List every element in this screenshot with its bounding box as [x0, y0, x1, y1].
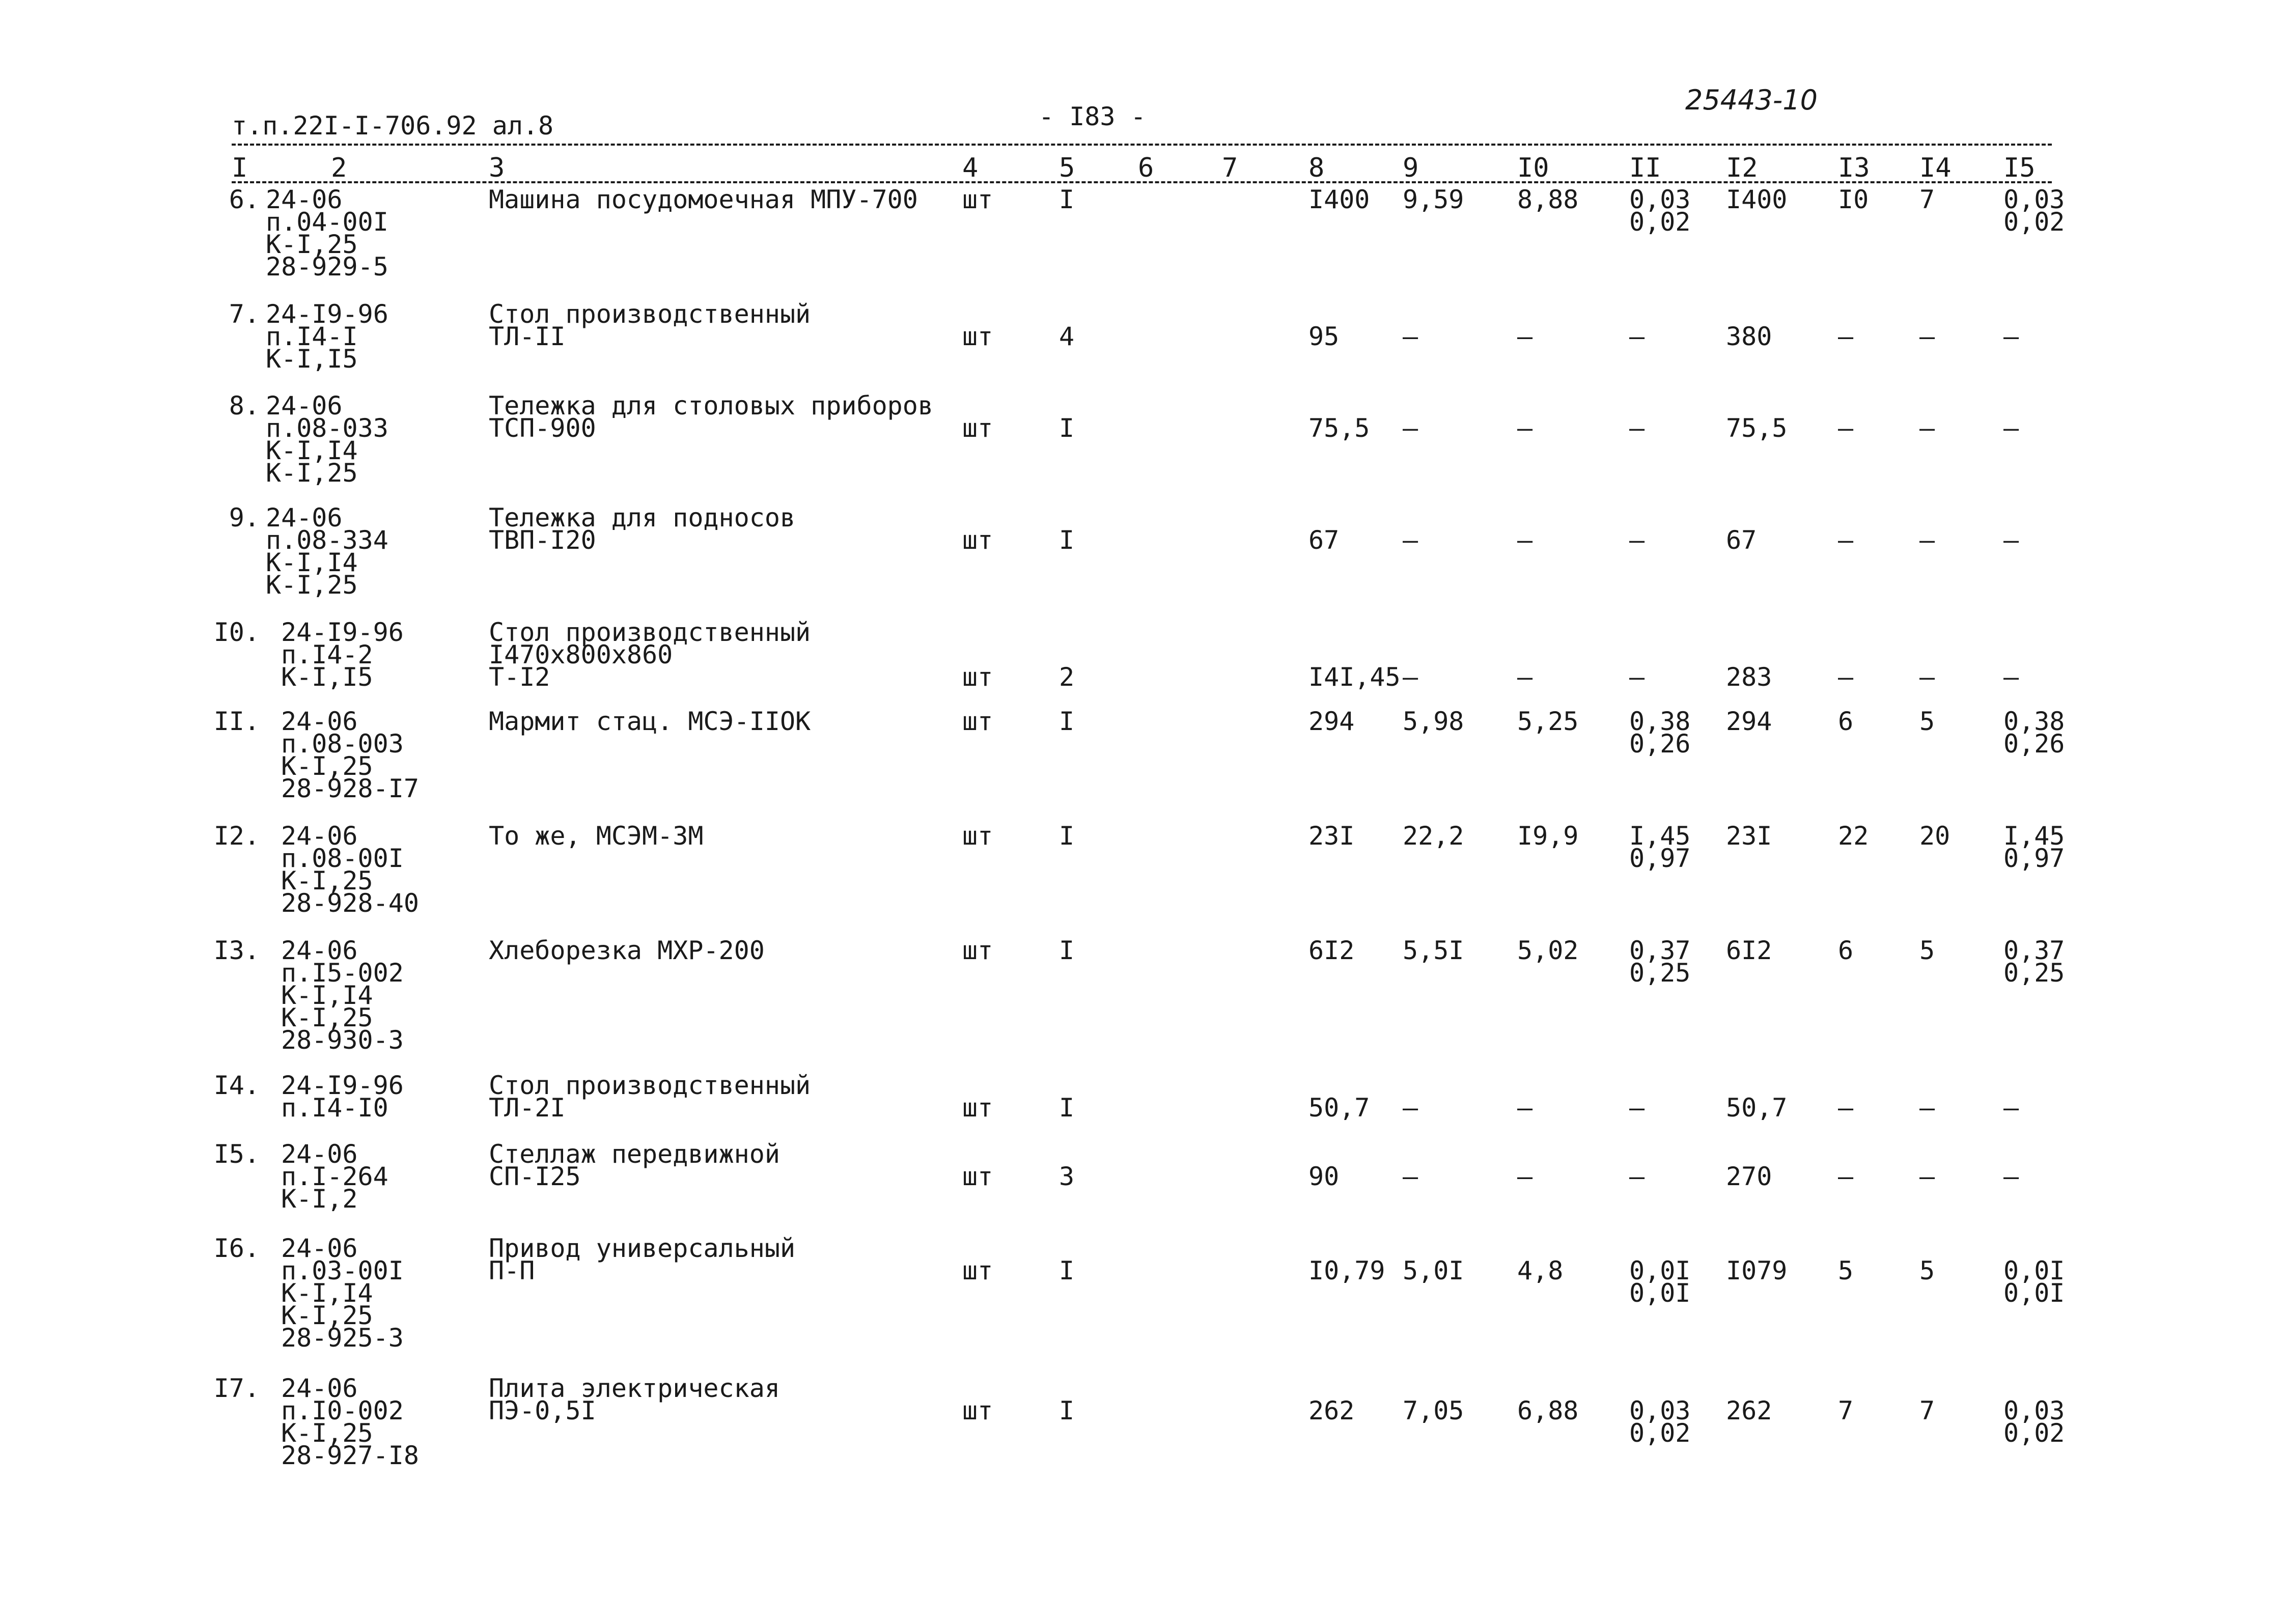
col-11-value: [1629, 1396, 1691, 1448]
col-10-value: 6,88: [1517, 1396, 1579, 1425]
col-15-value: [2003, 821, 2065, 873]
col-14-value: –: [1919, 1093, 1935, 1123]
price-reference-codes-line: 24-06: [266, 185, 343, 214]
row-number: I6.: [213, 1234, 260, 1263]
col-15-value-line: 0,25: [2003, 958, 2065, 988]
equipment-name: [489, 936, 765, 965]
equipment-name-line: Т-I2: [489, 662, 550, 692]
col-8-value: 50,7: [1308, 1093, 1370, 1123]
equipment-name-line: ТЛ-2I: [489, 1093, 566, 1123]
col-15-value-line: –: [2003, 525, 2019, 555]
col-15-value: [2003, 1256, 2065, 1308]
col-12-value: I079: [1726, 1256, 1788, 1285]
price-reference-codes: [266, 391, 388, 488]
price-reference-codes-line: п.I4-2: [281, 640, 373, 669]
price-reference-codes-line: К-I,25: [281, 1301, 373, 1330]
equipment-name-line: I470x800x860: [489, 640, 673, 669]
col-14-value: 7: [1919, 1396, 1935, 1425]
equipment-name: [489, 185, 918, 214]
row-number: 9.: [229, 503, 260, 533]
price-reference-codes-line: К-I,25: [266, 230, 358, 259]
col-15-value-line: 0,03: [2003, 185, 2065, 214]
col-9-value: –: [1403, 525, 1418, 555]
col-15-value-line: –: [2003, 322, 2019, 351]
price-reference-codes-line: К-I,2: [281, 1184, 358, 1214]
quantity: I: [1059, 1396, 1075, 1425]
price-reference-codes-line: 24-06: [281, 821, 358, 851]
col-11-value-line: –: [1629, 662, 1645, 692]
row-number: I0.: [213, 618, 260, 647]
col-12-value: 50,7: [1726, 1093, 1788, 1123]
col-15-value-line: 0,37: [2003, 936, 2065, 965]
price-reference-codes-line: п.I4-I0: [281, 1093, 388, 1123]
price-reference-codes-line: К-I,25: [281, 1418, 373, 1448]
equipment-name: [489, 618, 811, 692]
col-11-value: [1629, 185, 1691, 237]
col-12-value: 294: [1726, 707, 1772, 736]
col-14-value: –: [1919, 1162, 1935, 1191]
col-10-value: 5,02: [1517, 936, 1579, 965]
col-11-value: [1629, 936, 1691, 988]
col-10-value: I9,9: [1517, 821, 1579, 851]
col-10-value: –: [1517, 1162, 1533, 1191]
column-number-15: I5: [2003, 153, 2036, 183]
col-13-value: –: [1838, 322, 1854, 351]
equipment-name-line: П-П: [489, 1256, 535, 1285]
col-11-value-line: 0,26: [1629, 729, 1691, 759]
col-11-value-line: 0,02: [1629, 1418, 1691, 1448]
col-13-value: 7: [1838, 1396, 1854, 1425]
col-11-value-line: –: [1629, 525, 1645, 555]
unit: шт: [962, 662, 993, 692]
col-15-value: [2003, 185, 2065, 237]
price-reference-codes-line: К-I,25: [266, 458, 358, 488]
col-15-value-line: 0,38: [2003, 707, 2065, 736]
price-reference-codes: [266, 185, 388, 282]
unit: шт: [962, 525, 993, 555]
quantity: 2: [1059, 662, 1075, 692]
col-11-value-line: I,45: [1629, 821, 1691, 851]
col-13-value: –: [1838, 525, 1854, 555]
unit: шт: [962, 936, 993, 965]
col-9-value: –: [1403, 1093, 1418, 1123]
row-number: I4.: [213, 1071, 260, 1100]
quantity: I: [1059, 413, 1075, 443]
price-reference-codes-line: п.I5-002: [281, 958, 404, 988]
price-reference-codes-line: 24-06: [281, 1139, 358, 1169]
column-number-11: II: [1629, 153, 1661, 183]
price-reference-codes-line: К-I,I5: [266, 344, 358, 374]
column-number-3: 3: [489, 153, 505, 183]
col-15-value: [2003, 1396, 2065, 1448]
col-11-value: [1629, 1093, 1645, 1123]
equipment-name: [489, 299, 811, 351]
col-11-value-line: –: [1629, 1162, 1645, 1191]
price-reference-codes: [266, 503, 388, 600]
col-10-value: –: [1517, 1093, 1533, 1123]
col-11-value-line: 0,02: [1629, 207, 1691, 237]
equipment-name-line: Тележка для столовых приборов: [489, 391, 933, 421]
price-reference-codes-line: 24-I9-96: [266, 299, 388, 329]
unit: шт: [962, 413, 993, 443]
col-11-value-line: 0,38: [1629, 707, 1691, 736]
price-reference-codes-line: п.I0-002: [281, 1396, 404, 1425]
col-8-value: I0,79: [1308, 1256, 1385, 1285]
column-number-4: 4: [962, 153, 979, 183]
col-13-value: –: [1838, 413, 1854, 443]
col-13-value: 5: [1838, 1256, 1854, 1285]
document-reference: т.п.22I-I-706.92 ал.8: [232, 111, 554, 141]
price-reference-codes-line: 24-I9-96: [281, 618, 404, 647]
col-11-value: [1629, 707, 1691, 759]
column-number-1: I: [232, 153, 248, 183]
col-11-value-line: 0,25: [1629, 958, 1691, 988]
price-reference-codes-line: К-I,25: [266, 570, 358, 600]
col-9-value: 5,5I: [1403, 936, 1464, 965]
col-11-value: [1629, 525, 1645, 555]
col-15-value-line: –: [2003, 1093, 2019, 1123]
col-11-value: [1629, 662, 1645, 692]
unit: шт: [962, 1396, 993, 1425]
price-reference-codes-line: К-I,25: [281, 866, 373, 895]
quantity: I: [1059, 936, 1075, 965]
col-8-value: 67: [1308, 525, 1340, 555]
col-12-value: 380: [1726, 322, 1772, 351]
col-11-value-line: 0,0I: [1629, 1278, 1691, 1308]
price-reference-codes-line: 24-06: [281, 707, 358, 736]
equipment-name-line: ТВП-I20: [489, 525, 596, 555]
col-14-value: –: [1919, 413, 1935, 443]
unit: шт: [962, 322, 993, 351]
price-reference-codes-line: 24-06: [281, 936, 358, 965]
price-reference-codes-line: п.04-00I: [266, 207, 388, 237]
col-15-value: [2003, 707, 2065, 759]
price-reference-codes-line: 24-06: [281, 1234, 358, 1263]
col-11-value-line: –: [1629, 1093, 1645, 1123]
price-reference-codes-line: К-I,I4: [281, 981, 373, 1010]
col-10-value: –: [1517, 525, 1533, 555]
quantity: I: [1059, 1093, 1075, 1123]
col-13-value: –: [1838, 1093, 1854, 1123]
page-number: - I83 -: [1039, 102, 1146, 131]
price-reference-codes-line: 24-06: [266, 391, 343, 421]
col-9-value: 22,2: [1403, 821, 1464, 851]
price-reference-codes-line: 28-928-40: [281, 888, 419, 918]
equipment-name-line: Плита электрическая: [489, 1374, 780, 1403]
equipment-name: [489, 707, 811, 736]
price-reference-codes-line: 28-927-I8: [281, 1441, 419, 1470]
col-9-value: –: [1403, 322, 1418, 351]
unit: шт: [962, 821, 993, 851]
column-number-10: I0: [1517, 153, 1549, 183]
col-9-value: 5,98: [1403, 707, 1464, 736]
row-number: 8.: [229, 391, 260, 421]
column-number-8: 8: [1308, 153, 1325, 183]
column-number-9: 9: [1403, 153, 1419, 183]
row-number: II.: [213, 707, 260, 736]
col-12-value: 262: [1726, 1396, 1772, 1425]
price-reference-codes: [281, 707, 419, 803]
price-reference-codes-line: 28-925-3: [281, 1323, 404, 1353]
col-12-value: I400: [1726, 185, 1788, 214]
quantity: I: [1059, 525, 1075, 555]
price-reference-codes: [281, 1139, 388, 1214]
column-number-14: I4: [1919, 153, 1952, 183]
price-reference-codes-line: п.I-264: [281, 1162, 388, 1191]
col-11-value-line: –: [1629, 322, 1645, 351]
row-number: I2.: [213, 821, 260, 851]
price-reference-codes-line: К-I,25: [281, 751, 373, 781]
price-reference-codes-line: п.08-334: [266, 525, 388, 555]
equipment-name: [489, 1374, 780, 1425]
price-reference-codes: [266, 299, 388, 374]
col-12-value: 270: [1726, 1162, 1772, 1191]
column-number-7: 7: [1222, 153, 1238, 183]
col-11-value: [1629, 322, 1645, 351]
archive-number: 25443-10: [1685, 84, 1818, 116]
col-15-value: [2003, 1093, 2019, 1123]
col-11-value-line: 0,37: [1629, 936, 1691, 965]
quantity: I: [1059, 1256, 1075, 1285]
col-8-value: 23I: [1308, 821, 1355, 851]
col-10-value: –: [1517, 662, 1533, 692]
equipment-name-line: СП-I25: [489, 1162, 581, 1191]
col-15-value-line: 0,97: [2003, 844, 2065, 873]
col-9-value: –: [1403, 413, 1418, 443]
quantity: 4: [1059, 322, 1075, 351]
col-10-value: –: [1517, 322, 1533, 351]
col-15-value: [2003, 1162, 2019, 1191]
col-13-value: 22: [1838, 821, 1869, 851]
col-15-value-line: 0,03: [2003, 1396, 2065, 1425]
col-15-value: [2003, 413, 2019, 443]
price-reference-codes: [281, 936, 404, 1055]
col-12-value: 6I2: [1726, 936, 1772, 965]
col-9-value: 7,05: [1403, 1396, 1464, 1425]
equipment-name-line: ТСП-900: [489, 413, 596, 443]
unit: шт: [962, 185, 993, 214]
price-reference-codes-line: п.08-00I: [281, 844, 404, 873]
quantity: I: [1059, 821, 1075, 851]
price-reference-codes: [281, 821, 419, 918]
col-10-value: 8,88: [1517, 185, 1579, 214]
price-reference-codes: [281, 1071, 404, 1123]
col-12-value: 283: [1726, 662, 1772, 692]
row-number: 7.: [229, 299, 260, 329]
quantity: I: [1059, 707, 1075, 736]
col-9-value: –: [1403, 662, 1418, 692]
col-10-value: 5,25: [1517, 707, 1579, 736]
equipment-name-line: Стол производственный: [489, 299, 811, 329]
col-11-value: [1629, 1162, 1645, 1191]
col-10-value: –: [1517, 413, 1533, 443]
col-15-value-line: –: [2003, 413, 2019, 443]
price-reference-codes: [281, 1234, 404, 1353]
column-number-12: I2: [1726, 153, 1758, 183]
equipment-name-line: Привод универсальный: [489, 1234, 796, 1263]
equipment-name-line: Тележка для подносов: [489, 503, 796, 533]
equipment-name: [489, 1071, 811, 1123]
col-14-value: 7: [1919, 185, 1935, 214]
col-9-value: –: [1403, 1162, 1418, 1191]
col-15-value-line: 0,02: [2003, 1418, 2065, 1448]
price-reference-codes-line: 28-929-5: [266, 252, 388, 282]
col-14-value: –: [1919, 662, 1935, 692]
col-13-value: I0: [1838, 185, 1869, 214]
price-reference-codes-line: К-I,I4: [266, 548, 358, 577]
col-8-value: 95: [1308, 322, 1340, 351]
unit: шт: [962, 707, 993, 736]
unit: шт: [962, 1256, 993, 1285]
col-14-value: –: [1919, 322, 1935, 351]
col-8-value: 262: [1308, 1396, 1355, 1425]
equipment-name-line: ПЭ-0,5I: [489, 1396, 596, 1425]
col-15-value: [2003, 936, 2065, 988]
col-9-value: 9,59: [1403, 185, 1464, 214]
col-8-value: 6I2: [1308, 936, 1355, 965]
col-12-value: 23I: [1726, 821, 1772, 851]
col-11-value: [1629, 1256, 1691, 1308]
col-15-value: [2003, 662, 2019, 692]
row-number: I5.: [213, 1139, 260, 1169]
col-11-value-line: –: [1629, 413, 1645, 443]
unit: шт: [962, 1093, 993, 1123]
price-reference-codes-line: 24-06: [281, 1374, 358, 1403]
equipment-name: [489, 1234, 796, 1285]
col-15-value-line: 0,0I: [2003, 1278, 2065, 1308]
price-reference-codes-line: 28-930-3: [281, 1025, 404, 1055]
col-14-value: –: [1919, 525, 1935, 555]
unit: шт: [962, 1162, 993, 1191]
header-rule: [232, 144, 2052, 146]
col-15-value-line: I,45: [2003, 821, 2065, 851]
row-number: I3.: [213, 936, 260, 965]
col-15-value: [2003, 525, 2019, 555]
price-reference-codes-line: К-I,25: [281, 1003, 373, 1032]
row-number: 6.: [229, 185, 260, 214]
col-15-value-line: 0,26: [2003, 729, 2065, 759]
column-number-rule: [232, 181, 2052, 183]
col-8-value: 75,5: [1308, 413, 1370, 443]
row-number: I7.: [213, 1374, 260, 1403]
price-reference-codes-line: 24-I9-96: [281, 1071, 404, 1100]
column-number-6: 6: [1138, 153, 1154, 183]
col-13-value: 6: [1838, 936, 1854, 965]
equipment-name-line: ТЛ-II: [489, 322, 566, 351]
col-8-value: 294: [1308, 707, 1355, 736]
price-reference-codes: [281, 1374, 419, 1470]
col-11-value: [1629, 413, 1645, 443]
equipment-name-line: Мармит стац. МСЭ-IIОК: [489, 707, 811, 736]
equipment-name-line: Стеллаж передвижной: [489, 1139, 780, 1169]
column-number-13: I3: [1838, 153, 1870, 183]
equipment-name: [489, 821, 704, 851]
col-15-value-line: –: [2003, 662, 2019, 692]
col-13-value: 6: [1838, 707, 1854, 736]
col-15-value-line: –: [2003, 1162, 2019, 1191]
col-14-value: 5: [1919, 707, 1935, 736]
col-12-value: 75,5: [1726, 413, 1788, 443]
col-12-value: 67: [1726, 525, 1757, 555]
col-11-value-line: 0,03: [1629, 185, 1691, 214]
equipment-name: [489, 391, 933, 443]
price-reference-codes-line: 24-06: [266, 503, 343, 533]
col-11-value-line: 0,03: [1629, 1396, 1691, 1425]
equipment-name-line: Стол производственный: [489, 618, 811, 647]
col-11-value-line: 0,0I: [1629, 1256, 1691, 1285]
col-13-value: –: [1838, 1162, 1854, 1191]
col-8-value: 90: [1308, 1162, 1340, 1191]
col-11-value: [1629, 821, 1691, 873]
col-11-value-line: 0,97: [1629, 844, 1691, 873]
price-reference-codes-line: 28-928-I7: [281, 774, 419, 803]
col-15-value-line: 0,0I: [2003, 1256, 2065, 1285]
price-reference-codes-line: п.I4-I: [266, 322, 358, 351]
price-reference-codes-line: п.03-00I: [281, 1256, 404, 1285]
column-number-2: 2: [331, 153, 347, 183]
price-reference-codes: [281, 618, 404, 692]
col-14-value: 5: [1919, 1256, 1935, 1285]
equipment-name-line: Хлеборезка МХР-200: [489, 936, 765, 965]
price-reference-codes-line: К-I,I5: [281, 662, 373, 692]
price-reference-codes-line: п.08-033: [266, 413, 388, 443]
quantity: 3: [1059, 1162, 1075, 1191]
equipment-name-line: Стол производственный: [489, 1071, 811, 1100]
col-9-value: 5,0I: [1403, 1256, 1464, 1285]
equipment-name: [489, 1139, 780, 1191]
col-15-value-line: 0,02: [2003, 207, 2065, 237]
col-13-value: –: [1838, 662, 1854, 692]
col-14-value: 5: [1919, 936, 1935, 965]
equipment-name-line: То же, МСЭМ-3М: [489, 821, 704, 851]
col-15-value: [2003, 322, 2019, 351]
column-number-5: 5: [1059, 153, 1075, 183]
price-reference-codes-line: К-I,I4: [281, 1278, 373, 1308]
price-reference-codes-line: п.08-003: [281, 729, 404, 759]
price-reference-codes-line: К-I,I4: [266, 436, 358, 465]
col-8-value: I400: [1308, 185, 1370, 214]
equipment-name: [489, 503, 796, 555]
col-14-value: 20: [1919, 821, 1950, 851]
col-8-value: I4I,45: [1308, 662, 1401, 692]
equipment-name-line: Машина посудомоечная МПУ-700: [489, 185, 918, 214]
quantity: I: [1059, 185, 1075, 214]
col-10-value: 4,8: [1517, 1256, 1564, 1285]
